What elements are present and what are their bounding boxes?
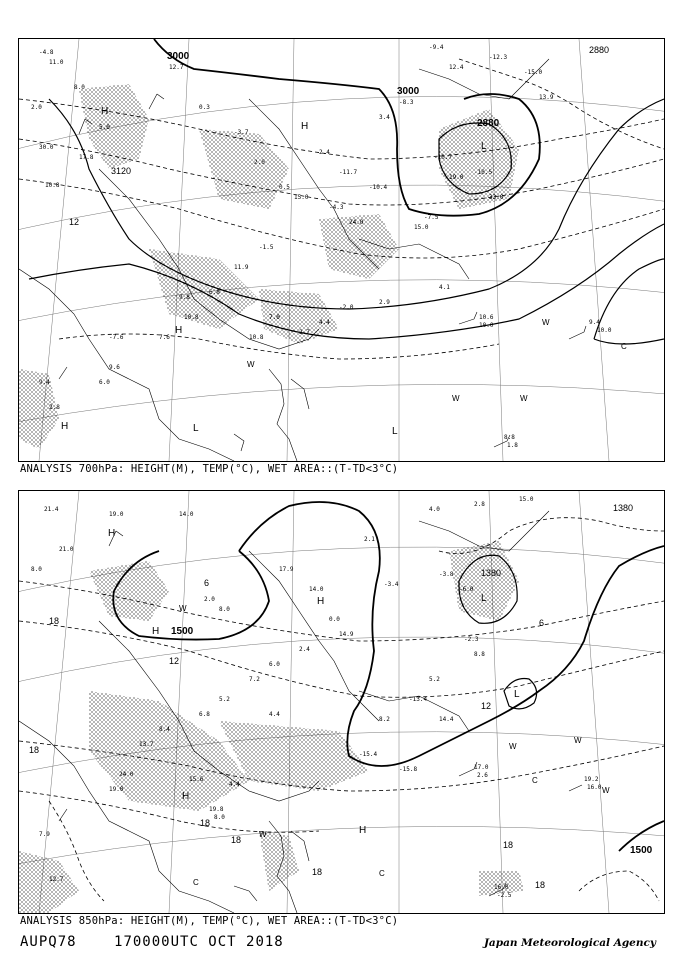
svg-text:-3.4: -3.4	[384, 581, 399, 588]
svg-text:-3.8: -3.8	[439, 571, 454, 578]
svg-text:10.8: 10.8	[45, 182, 60, 189]
high-marker: H	[359, 825, 367, 836]
isotherm-label: 18	[231, 835, 242, 845]
product-code: AUPQ78	[20, 934, 77, 950]
svg-text:-4.8: -4.8	[39, 49, 54, 56]
svg-text:8.0: 8.0	[31, 566, 42, 573]
svg-text:5.2: 5.2	[429, 676, 440, 683]
svg-text:10.0: 10.0	[597, 327, 612, 334]
svg-text:9.4: 9.4	[39, 379, 50, 386]
wet-area	[19, 541, 524, 913]
svg-text:4.4: 4.4	[269, 711, 280, 718]
svg-text:17.8: 17.8	[79, 154, 94, 161]
svg-text:5.2: 5.2	[219, 696, 230, 703]
svg-text:-15.4: -15.4	[359, 751, 378, 758]
isotherm-label: 6	[539, 618, 545, 628]
contour-label: 3120	[111, 166, 132, 176]
svg-text:8.0: 8.0	[74, 84, 85, 91]
svg-text:33.0: 33.0	[489, 194, 504, 201]
svg-text:-10.7: -10.7	[434, 154, 453, 161]
svg-text:6.8: 6.8	[199, 711, 210, 718]
low-marker: L	[481, 141, 487, 152]
svg-text:8.2: 8.2	[379, 716, 390, 723]
high-marker: H	[152, 626, 160, 637]
svg-text:-11.7: -11.7	[339, 169, 358, 176]
svg-text:0.3: 0.3	[199, 104, 210, 111]
warm-marker: W	[542, 318, 550, 327]
svg-text:13.9: 13.9	[539, 94, 554, 101]
isotherm-label: 18	[503, 840, 514, 850]
svg-text:14.0: 14.0	[309, 586, 324, 593]
svg-text:12.7: 12.7	[169, 64, 184, 71]
svg-text:17.9: 17.9	[279, 566, 294, 573]
svg-text:11.0: 11.0	[49, 59, 64, 66]
svg-text:12.7: 12.7	[49, 876, 64, 883]
svg-text:16.0: 16.0	[587, 784, 602, 791]
wet-area	[19, 84, 519, 449]
svg-text:6.0: 6.0	[99, 379, 110, 386]
low-marker: L	[481, 593, 487, 604]
isotherm-label: 18	[535, 880, 546, 890]
warm-marker: W	[574, 736, 582, 745]
svg-text:-9.4: -9.4	[429, 44, 444, 51]
svg-text:-10.5: -10.5	[474, 169, 493, 176]
warm-marker: W	[509, 742, 517, 751]
svg-text:10.8: 10.8	[249, 334, 264, 341]
svg-text:6.0: 6.0	[269, 661, 280, 668]
cold-marker: C	[532, 776, 538, 785]
svg-text:8.0: 8.0	[219, 606, 230, 613]
svg-text:-2.0: -2.0	[339, 304, 354, 311]
warm-marker: W	[602, 786, 610, 795]
svg-text:4.1: 4.1	[439, 284, 450, 291]
svg-text:2.4: 2.4	[319, 149, 330, 156]
svg-text:7.9: 7.9	[39, 831, 50, 838]
svg-text:13.7: 13.7	[139, 741, 154, 748]
svg-text:-4.3: -4.3	[329, 204, 344, 211]
svg-text:-15.8: -15.8	[399, 766, 418, 773]
svg-text:2.4: 2.4	[299, 646, 310, 653]
svg-text:2.6: 2.6	[477, 772, 488, 779]
contour-label: 1500	[171, 626, 194, 637]
svg-text:21.0: 21.0	[59, 546, 74, 553]
svg-text:7.0: 7.0	[269, 314, 280, 321]
svg-text:7.2: 7.2	[249, 676, 260, 683]
svg-text:15.6: 15.6	[189, 776, 204, 783]
svg-text:19.0: 19.0	[109, 786, 124, 793]
contour-label: 1380	[481, 568, 502, 578]
svg-text:-8.3: -8.3	[399, 99, 414, 106]
svg-text:-15.0: -15.0	[524, 69, 543, 76]
svg-text:0.0: 0.0	[329, 616, 340, 623]
svg-text:2.8: 2.8	[49, 404, 60, 411]
contour-label: 1500	[630, 845, 653, 856]
map-panel-850hpa	[18, 490, 665, 914]
svg-text:-6.0: -6.0	[459, 586, 474, 593]
high-marker: H	[317, 596, 325, 607]
svg-text:2.9: 2.9	[379, 299, 390, 306]
svg-text:2.0: 2.0	[31, 104, 42, 111]
svg-text:9.4: 9.4	[589, 319, 600, 326]
map-700hpa-canvas	[19, 39, 664, 461]
warm-marker: W	[259, 830, 267, 839]
svg-text:0.5: 0.5	[279, 184, 290, 191]
svg-text:14.0: 14.0	[179, 511, 194, 518]
cold-marker: C	[193, 878, 199, 887]
svg-text:12.4: 12.4	[449, 64, 464, 71]
svg-text:-10.4: -10.4	[369, 184, 388, 191]
isotherm-label: 18	[29, 745, 40, 755]
contour-labels	[167, 51, 500, 129]
svg-text:-2.3: -2.3	[464, 636, 479, 643]
contour-label: 3000	[397, 86, 420, 97]
svg-text:19.0: 19.0	[109, 511, 124, 518]
isotherm-label: 6	[204, 578, 210, 588]
warm-marker: W	[247, 360, 255, 369]
warm-marker: W	[452, 394, 460, 403]
svg-text:2.0: 2.0	[204, 596, 215, 603]
svg-text:-3.7: -3.7	[234, 129, 249, 136]
svg-text:1.8: 1.8	[507, 442, 518, 449]
cold-marker: C	[621, 342, 627, 351]
high-marker: H	[61, 421, 69, 432]
svg-text:15.0: 15.0	[414, 224, 429, 231]
svg-text:-12.3: -12.3	[489, 54, 508, 61]
svg-text:8.4: 8.4	[159, 726, 170, 733]
svg-text:6.8: 6.8	[209, 289, 220, 296]
svg-text:24.0: 24.0	[119, 771, 134, 778]
isotherm-label: 18	[200, 818, 211, 828]
svg-text:14.9: 14.9	[339, 631, 354, 638]
svg-text:14.4: 14.4	[439, 716, 454, 723]
warm-marker: W	[179, 604, 187, 613]
svg-text:10.6: 10.6	[479, 314, 494, 321]
svg-text:19.0: 19.0	[449, 174, 464, 181]
svg-text:10.8: 10.8	[184, 314, 199, 321]
svg-text:2.7: 2.7	[299, 329, 310, 336]
svg-text:4.4: 4.4	[319, 319, 330, 326]
svg-text:16.0: 16.0	[494, 884, 509, 891]
svg-text:4.0: 4.0	[429, 506, 440, 513]
map-panel-700hpa	[18, 38, 665, 462]
svg-text:8.8: 8.8	[474, 651, 485, 658]
panel-caption-700hpa: ANALYSIS 700hPa: HEIGHT(M), TEMP(°C), WET AREA::(T-TD<3°C)	[20, 463, 399, 475]
high-marker: H	[175, 325, 183, 336]
svg-text:24.0: 24.0	[349, 219, 364, 226]
svg-text:10.0: 10.0	[479, 322, 494, 329]
contour-label: 3000	[167, 51, 190, 62]
isotherm-label: 12	[169, 656, 180, 666]
svg-text:2.8: 2.8	[474, 501, 485, 508]
svg-text:8.0: 8.0	[214, 814, 225, 821]
isotherm-label: 12	[481, 701, 492, 711]
contour-label: 2880	[477, 118, 500, 129]
svg-text:2.1: 2.1	[364, 536, 375, 543]
svg-text:2.0: 2.0	[254, 159, 265, 166]
cold-marker: C	[379, 869, 385, 878]
svg-text:-7.6: -7.6	[109, 334, 124, 341]
svg-text:21.4: 21.4	[44, 506, 59, 513]
contour-label: 1380	[613, 503, 634, 513]
isotherm-label: 18	[49, 616, 60, 626]
low-marker: L	[514, 689, 520, 700]
contour-label: 2880	[589, 45, 610, 55]
map-850hpa-canvas	[19, 491, 664, 913]
agency-credit: Japan Meteorological Agency	[483, 937, 656, 949]
svg-text:-7.5: -7.5	[424, 214, 439, 221]
low-marker: L	[193, 423, 199, 434]
high-marker: H	[101, 106, 109, 117]
high-marker: H	[301, 121, 309, 132]
svg-text:11.9: 11.9	[234, 264, 249, 271]
high-marker: H	[182, 791, 190, 802]
high-marker: H	[108, 528, 116, 539]
isotherm-label: 18	[312, 867, 323, 877]
low-marker: L	[392, 426, 398, 437]
panel-caption-850hpa: ANALYSIS 850hPa: HEIGHT(M), TEMP(°C), WET AREA::(T-TD<3°C)	[20, 915, 399, 927]
svg-text:19.8: 19.8	[209, 806, 224, 813]
svg-text:17.0: 17.0	[474, 764, 489, 771]
svg-text:19.2: 19.2	[584, 776, 599, 783]
valid-time: 170000UTC OCT 2018	[114, 934, 284, 950]
svg-text:8.8: 8.8	[504, 434, 515, 441]
svg-text:4.4: 4.4	[229, 781, 240, 788]
svg-text:30.0: 30.0	[39, 144, 54, 151]
warm-marker: W	[520, 394, 528, 403]
svg-text:-2.5: -2.5	[497, 892, 512, 899]
svg-text:-1.5: -1.5	[259, 244, 274, 251]
svg-text:15.0: 15.0	[294, 194, 309, 201]
svg-text:3.4: 3.4	[379, 114, 390, 121]
product-header	[20, 934, 312, 950]
svg-text:15.0: 15.0	[519, 496, 534, 503]
svg-text:9.8: 9.8	[179, 294, 190, 301]
svg-text:-13.4: -13.4	[409, 696, 428, 703]
svg-text:9.6: 9.6	[109, 364, 120, 371]
isotherm-label: 12	[69, 217, 80, 227]
svg-text:7.6: 7.6	[159, 334, 170, 341]
svg-text:5.0: 5.0	[99, 124, 110, 131]
